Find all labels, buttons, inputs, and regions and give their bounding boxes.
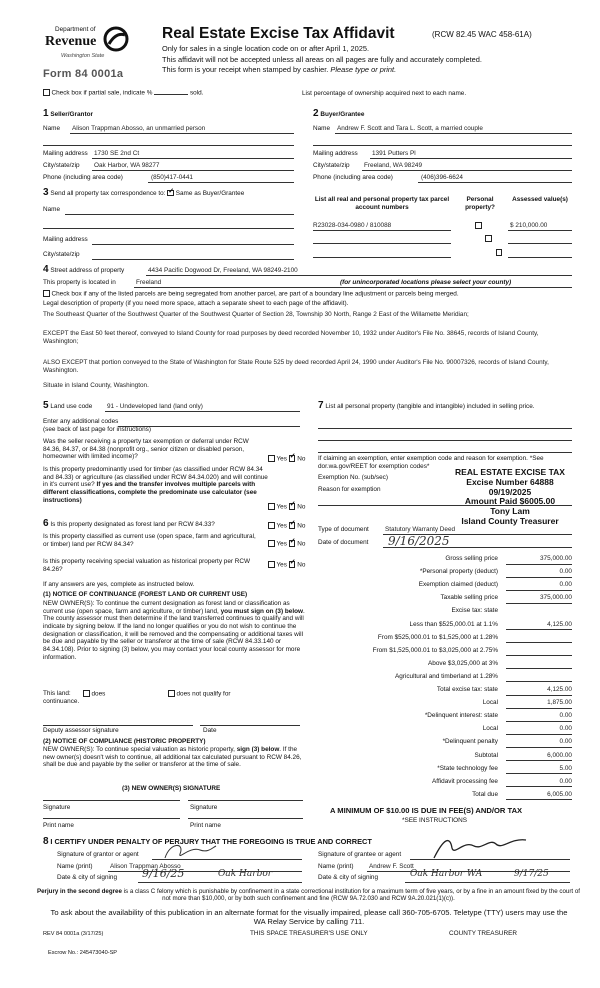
stamp-line-4: Amount Paid $6005.00: [464, 496, 556, 507]
seller-name-label: Name: [43, 125, 61, 132]
tax-row: [318, 555, 572, 568]
tax-row: [318, 791, 572, 804]
stamp-line-2: Excise Number 64888: [466, 476, 554, 487]
grantor-date-label: Date & city of signing: [57, 874, 118, 881]
f3-yes-checkbox[interactable]: [268, 561, 275, 568]
tax-row-value[interactable]: 375,000.00: [540, 555, 572, 562]
buyer-city[interactable]: Freeland, WA 98249: [364, 162, 423, 169]
form-rcw: (RCW 82.45 WAC 458-61A): [432, 30, 532, 39]
seller-mail[interactable]: 1730 SE 2nd Ct: [94, 150, 140, 157]
tax-row-value[interactable]: 375,000.00: [540, 594, 572, 602]
stamp-line-3: 09/19/2025: [488, 486, 532, 497]
personal-property-checkbox-1[interactable]: [475, 222, 482, 229]
section-3-heading: 3 Send all property tax correspondence to: ✓ Same as Buyer/Grantee: [43, 187, 244, 199]
q1-answers: Yes ✓ No: [268, 455, 305, 463]
seller-mail-label: Mailing address: [43, 150, 88, 157]
if-any-yes: If any answers are yes, complete as instructed below.: [43, 581, 195, 588]
does-row: does: [83, 690, 105, 698]
historic-question: Is this property receiving special valuation as historical property per RCW 84.26?: [43, 558, 251, 573]
tax-row-label: Taxable selling price: [440, 594, 498, 602]
alternate-format-note: To ask about the availability of this publication in an alternate format for the visually impaired, please call 360-705-6705. Teletype (TTY) users may use the WA Relay Service by calling 711.: [50, 908, 568, 927]
revenue-wordmark: Revenue: [45, 34, 97, 49]
property-street[interactable]: 4434 Pacific Dogwood Dr, Freeland, WA 98249-2100: [148, 267, 298, 274]
header-note-2: This affidavit will not be accepted unless all areas on all pages are fully and accurately completed.: [162, 55, 482, 64]
tax-row-label: Local: [482, 699, 498, 707]
tax-row-label: Total due: [472, 790, 498, 798]
legal-label: Legal description of property (if you need more space, attach a separate sheet to each page of the affidavit).: [43, 300, 349, 307]
washington-state: Washington State: [61, 53, 105, 59]
tax-row-label: *Delinquent interest: state: [424, 712, 498, 720]
f2-no-checkbox[interactable]: [289, 540, 296, 547]
notice-continuance-heading: (1) NOTICE OF CONTINUANCE (FOREST LAND OR CURRENT USE): [43, 591, 248, 598]
f2-yes-checkbox[interactable]: [268, 540, 275, 547]
f2-answers: Yes ✓ No: [268, 540, 305, 548]
parcel-number[interactable]: R23028-034-0980 / 810088: [313, 222, 392, 229]
parcel-col-header: List all real and personal property tax parcel account numbers: [314, 196, 450, 211]
tax-row-value[interactable]: 0.00: [559, 712, 572, 720]
stamp-line-1: REAL ESTATE EXCISE TAX: [455, 467, 565, 477]
tax-row-label: Gross selling price: [445, 555, 498, 562]
buyer-mail[interactable]: 1391 Putters Pl: [372, 150, 416, 157]
owner-signature-label-2: Signature: [190, 804, 218, 811]
personal-property-checkbox-3[interactable]: [496, 249, 503, 256]
tax-row: [318, 725, 572, 738]
partial-sale-checkbox[interactable]: [43, 89, 50, 96]
section-1-heading: 1 Seller/Grantor: [43, 108, 93, 119]
tax-calculation-table: [318, 555, 572, 805]
tax-row-label: Affidavit processing fee: [432, 777, 498, 785]
grantee-date-label: Date & city of signing: [318, 874, 379, 881]
tax-row-value[interactable]: 6,000.00: [547, 751, 572, 759]
f3-no-checkbox[interactable]: [289, 561, 296, 568]
buyer-mail-label: Mailing address: [313, 150, 358, 157]
legal-description-4: Situate in Island County, Washington.: [43, 382, 149, 389]
tax-row-label: Less than $525,000.01 at 1.1%: [409, 620, 498, 628]
escrow-number: Escrow No.: 245473040-SP: [48, 950, 118, 956]
grantee-print-label: Name (print): [318, 863, 354, 870]
tax-row-label: Exemption claimed (deduct): [418, 581, 498, 589]
corr-mail-label: Mailing address: [43, 236, 88, 243]
dept-line: Department of: [55, 26, 96, 33]
notice-compliance-text: NEW OWNER(S): To continue special valuation as historic property, sign (3) below. If the new owner(s) doesn't wish to continue, all additional tax calculated pursuant to RCW 84.26, shall be due and payable by the seller or transferor at the time of sale.: [43, 746, 302, 769]
stamp-line-5: Tony Lam: [490, 506, 530, 517]
tax-row-label: From $525,000.01 to $1,525,000 at 1.28%: [377, 633, 498, 641]
doc-date-label: Date of document: [318, 539, 369, 546]
additional-codes-label: Enter any additional codes: [43, 418, 119, 425]
tax-row: [318, 699, 572, 712]
personal-col-header: Personal property?: [465, 196, 495, 211]
see-instructions: *SEE INSTRUCTIONS: [402, 817, 467, 824]
dor-logo: [43, 24, 123, 64]
grantor-signature-mark: [160, 840, 220, 862]
grantor-city[interactable]: Oak Harbor: [218, 869, 273, 879]
new-owner-signature-heading: (3) NEW OWNER(S) SIGNATURE: [122, 785, 221, 792]
tax-row-value[interactable]: 0.00: [559, 738, 572, 746]
tax-row-value[interactable]: 4,125.00: [547, 686, 572, 693]
assessed-value[interactable]: $ 210,000.00: [510, 222, 548, 229]
grantor-signature-label: Signature of grantor or agent: [57, 851, 139, 858]
deputy-date-label: Date: [203, 727, 217, 734]
tax-row: [318, 621, 572, 634]
header-note-1: Only for sales in a single location code on or after April 1, 2025.: [162, 44, 370, 53]
section-5-landuse: 5 Land use code: [43, 400, 93, 411]
minimum-due: A MINIMUM OF $10.00 IS DUE IN FEE(S) AND/OR TAX: [330, 806, 523, 815]
q1-no-checkbox[interactable]: [289, 455, 296, 462]
corr-city-label: City/state/zip: [43, 251, 80, 258]
q2-yes-checkbox[interactable]: [268, 503, 275, 510]
section-7-personal: 7 List all personal property (tangible and intangible) included in selling price.: [318, 400, 535, 411]
owner-signature-label-1: Signature: [43, 804, 71, 811]
f1-yes-checkbox[interactable]: [268, 522, 275, 529]
legal-description-3: ALSO EXCEPT that portion conveyed to the State of Washington for State Route 525 by deed recorded April 24, 1990 under Auditor's File No. 90007326, records of Island County, Washington.: [43, 359, 549, 374]
legal-description-2: EXCEPT the East 50 feet thereof, conveyed to Island County for road purposes by deed recorded November 10, 1932 under Auditor's File No. 38645, records of Island County, Washington;: [43, 330, 539, 345]
segregated-checkbox[interactable]: [43, 290, 50, 297]
grantor-print-label: Name (print): [57, 863, 93, 870]
does-not-checkbox[interactable]: [168, 690, 175, 697]
tax-row-value[interactable]: 0.00: [559, 568, 572, 576]
assessed-col-header: Assessed value(s): [512, 196, 568, 203]
section-2-heading: 2 Buyer/Grantee: [313, 108, 365, 119]
does-checkbox[interactable]: [83, 690, 90, 697]
tax-row-value[interactable]: 6,005.00: [547, 790, 572, 798]
grantee-signature-label: Signature of grantee or agent: [318, 851, 402, 858]
tax-row-value[interactable]: 1,875.00: [547, 699, 572, 707]
buyer-name[interactable]: Andrew F. Scott and Tara L. Scott, a married couple: [337, 125, 483, 132]
forest-question: 6 Is this property designated as forest land per RCW 84.33?: [43, 518, 215, 529]
current-use-question: Is this property classified as current use (open space, farm and agricultural, or timber) land per RCW 84.34?: [43, 533, 256, 548]
tax-row-label: *Delinquent penalty: [442, 738, 498, 746]
tax-row-label: Agricultural and timberland at 1.28%: [394, 672, 498, 680]
owner-print-label-1: Print name: [43, 822, 74, 829]
form-number: Form 84 0001a: [43, 68, 124, 80]
seller-city[interactable]: Oak Harbor, WA 98277: [94, 162, 160, 169]
segregated-row: Check box if any of the listed parcels are being segregated from another parcel, are part of a boundary line adjustment or parcels being merged.: [43, 290, 459, 298]
stamp-line-6: Island County Treasurer: [461, 515, 559, 526]
tax-row: [318, 594, 572, 607]
partial-sale-row: Check box if partial sale, indicate % sold.: [43, 89, 203, 97]
notice-continuance-text: NEW OWNER(S): To continue the current designation as forest land or classification as current use (open space, farm and agriculture, or timber) land, you must sign on (3) below. The county assessor must then determine if the land transferred continues to qualify and will indicate by signing below. If the land no longer qualifies or you do not wish to continue the designation or classification, it will be removed and the compensating or additional taxes will be due and payable by the seller or transferor at the time of sale (RCW 84.33.140 or 84.34.108). Prior to signing (3) below, you may contact your local county assessor for more information.: [43, 600, 305, 661]
tax-row: [318, 607, 572, 620]
tax-row: [318, 765, 572, 778]
tax-row-label: Local: [482, 725, 498, 733]
property-located[interactable]: Freeland: [136, 279, 162, 286]
tax-row-label: Subtotal: [474, 751, 498, 759]
buyer-phone[interactable]: (406)396-6624: [421, 174, 463, 181]
county-treasurer-label: COUNTY TREASURER: [449, 930, 517, 937]
grantor-print-name[interactable]: Alison Trappman Abosso: [110, 863, 181, 870]
exemption-no-label: Exemption No. (sub/sec): [318, 474, 388, 481]
q2-no-checkbox[interactable]: [289, 503, 296, 510]
f1-no-checkbox[interactable]: [289, 522, 296, 529]
legal-description-1: The Southeast Quarter of the Southwest Quarter of the Southwest Quarter of Section 28, Township 30 North, Range 2 East of the Willamette Meridian;: [43, 311, 469, 318]
tax-row-label: Total excise tax: state: [436, 686, 498, 693]
doc-type-label: Type of document: [318, 526, 369, 533]
buyer-city-label: City/state/zip: [313, 162, 350, 169]
tax-row: [318, 738, 572, 751]
deputy-signature-label: Deputy assessor signature: [43, 727, 119, 734]
tax-row-label: *Personal property (deduct): [419, 568, 498, 576]
treasurer-stamp: [440, 468, 580, 527]
tax-row: [318, 660, 572, 673]
tax-row: [318, 778, 572, 791]
treasurer-use-only: THIS SPACE TREASURER'S USE ONLY: [250, 930, 368, 937]
personal-property-checkbox-2[interactable]: [485, 235, 492, 242]
notice-compliance-heading: (2) NOTICE OF COMPLIANCE (HISTORIC PROPERTY): [43, 738, 206, 745]
this-land-row: This land:: [43, 690, 71, 697]
landuse-code[interactable]: 91 - Undeveloped land (land only): [107, 403, 203, 410]
continuance-label: continuance.: [43, 698, 80, 705]
seller-name[interactable]: Alison Trappman Abosso, an unmarried person: [72, 125, 206, 132]
header-note-3: This form is your receipt when stamped by cashier. Please type or print.: [162, 65, 397, 74]
seller-city-label: City/state/zip: [43, 162, 80, 169]
grantee-city[interactable]: Oak Harbor WA: [410, 869, 483, 879]
tax-row-label: Excise tax: state: [451, 607, 498, 615]
same-as-buyer-checkbox[interactable]: [167, 190, 174, 197]
buyer-phone-label: Phone (including area code): [313, 174, 393, 181]
q1-yes-checkbox[interactable]: [268, 455, 275, 462]
buyer-name-label: Name: [313, 125, 331, 132]
section-8-heading: 8 I CERTIFY UNDER PENALTY OF PERJURY THAT THE FOREGOING IS TRUE AND CORRECT: [43, 836, 372, 847]
tax-row-label: Above $3,025,000 at 3%: [428, 659, 498, 667]
ownership-note: List percentage of ownership acquired next to each name.: [302, 90, 467, 97]
tax-row-label: From $1,525,000.01 to $3,025,000 at 2.75%: [372, 646, 498, 654]
tax-row-value[interactable]: 0.00: [559, 725, 572, 733]
doc-date[interactable]: 9/16/2025: [388, 534, 450, 548]
owner-print-label-2: Print name: [190, 822, 221, 829]
f3-answers: Yes ✓ No: [268, 561, 305, 569]
grantee-date[interactable]: 9/17/25: [514, 869, 549, 879]
grantee-print-name[interactable]: Andrew F. Scott: [369, 863, 414, 870]
grantor-date[interactable]: 9/16/25: [142, 867, 185, 880]
q2-answers: Yes ✓ No: [268, 503, 305, 511]
reason-label: Reason for exemption: [318, 486, 381, 493]
seller-phone[interactable]: (850)417-0441: [151, 174, 193, 181]
rev-number: REV 84 0001a (3/17/25): [43, 931, 104, 937]
grantee-signature-mark: [430, 834, 530, 862]
exemption-note: If claiming an exemption, enter exemption code and reason for exemption. *See dor.wa.gov/REET for exemption codes*: [318, 455, 544, 470]
located-label: This property is located in: [43, 279, 116, 286]
tax-row: [318, 568, 572, 581]
tax-row: [318, 752, 572, 765]
perjury-notice: Perjury in the second degree is a class C felony which is punishable by confinement in a state correctional institution for a maximum term of five years, or by a fine in an amount fixed by the court of not more than $10,000, or by both such confinement and fine (RCW 9A.72.030 and RCW 9A.20.021(1)(c)).: [36, 888, 581, 903]
tax-row: [318, 686, 572, 699]
does-not-row: does not qualify for: [168, 690, 231, 698]
tax-row-value[interactable]: 4,125.00: [547, 620, 572, 628]
tax-row-value[interactable]: 0.00: [559, 777, 572, 785]
tax-row: [318, 712, 572, 725]
tax-row: [318, 647, 572, 660]
tax-row-value[interactable]: 5.00: [559, 764, 572, 772]
tax-row-label: *State technology fee: [437, 764, 498, 772]
exemption-question: Was the seller receiving a property tax exemption or deferral under RCW 84.36, 84.37, or 84.38 (nonprofit org., senior citizen or disabled person, homeowner with limited income)?: [43, 438, 249, 461]
tax-row: [318, 581, 572, 594]
timber-question: Is this property predominantly used for timber (as classified under RCW 84.34 and 84.33) or agriculture (as classified under RCW 84.34.020) and will continue in it's current use? If yes and the transfer involves multiple parcels with different classifications, complete the predominate use calculator (see instructions): [43, 466, 268, 504]
tax-row-value[interactable]: 0.00: [559, 581, 572, 589]
tax-row: [318, 634, 572, 647]
corr-name-label: Name: [43, 206, 61, 213]
form-title: Real Estate Excise Tax Affidavit: [162, 25, 395, 42]
seller-phone-label: Phone (including area code): [43, 174, 123, 181]
doc-type[interactable]: Statutory Warranty Deed: [385, 526, 456, 533]
additional-codes-label-2: (see back of last page for instructions): [43, 426, 151, 433]
revenue-logo-icon: [103, 26, 129, 52]
section-4-street: 4 Street address of property: [43, 264, 125, 275]
tax-row: [318, 673, 572, 686]
located-note: (for unincorporated locations please select your county): [340, 279, 512, 286]
f1-answers: Yes ✓ No: [268, 522, 305, 530]
